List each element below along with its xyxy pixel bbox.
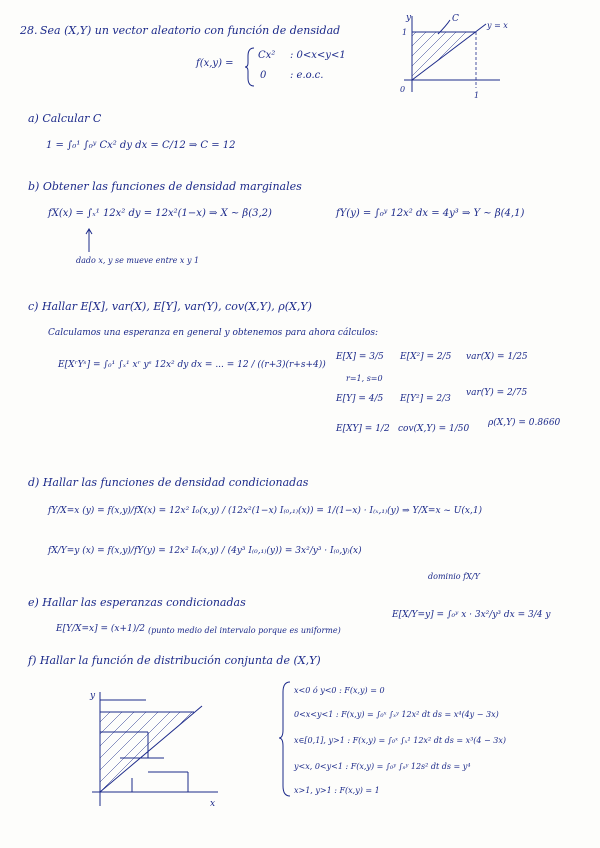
- part-b-fy: fY(y) = ∫₀ʸ 12x² dx = 4y³ ⇒ Y ~ β(4,1): [336, 208, 525, 219]
- part-c-heading: c) Hallar E[X], var(X), E[Y], var(Y), cov(X,Y), ρ(X,Y): [28, 300, 312, 313]
- part-c-general: E[XʳYˢ] = ∫₀¹ ∫ₓ¹ xʳ yˢ 12x² dy dx = ... = 12 / ((r+3)(r+s+4)): [58, 360, 326, 370]
- fig-c-label: C: [452, 14, 459, 24]
- part-a-equation: 1 = ∫₀¹ ∫₀ʸ Cx² dy dx = C/12 ⇒ C = 12: [46, 140, 236, 151]
- density-case1-expr: Cx²: [258, 50, 276, 61]
- distribution-hatching: [84, 686, 218, 798]
- part-b-heading: b) Obtener las funciones de densidad marginales: [28, 180, 302, 193]
- density-case2-expr: 0: [260, 70, 267, 81]
- density-case2-cond: : e.o.c.: [290, 70, 324, 81]
- part-d-line2: fX/Y=y (x) = f(x,y)/fY(y) = 12x² I₀(x,y) / (4y³ I₍₀,₁₎(y)) = 3x²/y³ · I₍₀,y₎(x): [48, 546, 362, 556]
- part-f-case3: x∈[0,1], y>1 : F(x,y) = ∫₀ˣ ∫ₓ¹ 12x² dt ds = x³(4 − 3x): [294, 736, 507, 745]
- part-e-note: (punto medio del intervalo porque es uniforme): [148, 626, 341, 635]
- part-b-note: dado x, y se mueve entre x y 1: [76, 256, 200, 265]
- part-c-vary: var(Y) = 2/75: [466, 388, 528, 398]
- part-e-heading: e) Hallar las esperanzas condicionadas: [28, 596, 246, 609]
- part-a-heading: a) Calcular C: [28, 112, 102, 125]
- part-c-ex: E[X] = 3/5: [336, 352, 384, 362]
- part-d-heading: d) Hallar las funciones de densidad condicionadas: [28, 476, 309, 489]
- fig2-y-label: y: [90, 691, 96, 701]
- part-f-case2: 0<x<y<1 : F(x,y) = ∫₀ˣ ∫ₓʸ 12x² dt ds = x⁴(4y − 3x): [294, 710, 499, 719]
- part-c-exy: E[XY] = 1/2: [336, 424, 390, 434]
- part-c-varx: var(X) = 1/25: [466, 352, 528, 362]
- cases-brace: [278, 680, 292, 798]
- part-e-line1: E[Y/X=x] = (x+1)/2: [56, 624, 145, 634]
- part-c-rho: ρ(X,Y) = 0.8660: [488, 418, 561, 428]
- part-c-cov: cov(X,Y) = 1/50: [398, 424, 470, 434]
- part-c-ex2: E[X²] = 2/5: [400, 352, 452, 362]
- fig-one-y: 1: [402, 28, 408, 37]
- part-f-case4: y<x, 0<y<1 : F(x,y) = ∫₀ʸ ∫ₛʸ 12s² dt ds = y⁴: [294, 762, 471, 771]
- part-c-intro: Calculamos una esperanza en general y obtenemos para ahora cálculos:: [48, 328, 378, 338]
- fig-origin: 0: [400, 85, 406, 94]
- fig-one-x: 1: [474, 91, 480, 100]
- part-c-ey: E[Y] = 4/5: [336, 394, 384, 404]
- part-e-domain-note: dominio fX/Y: [428, 572, 480, 581]
- distribution-figure: [84, 686, 224, 814]
- support-figure: [390, 8, 520, 100]
- part-e-line2: E[X/Y=y] = ∫₀ʸ x · 3x²/y³ dx = 3/4 y: [392, 610, 551, 620]
- problem-statement: Sea (X,Y) un vector aleatorio con función de densidad: [40, 24, 341, 37]
- fig-line-label: y = x: [487, 21, 508, 30]
- density-brace: [244, 46, 256, 88]
- fig2-x-label: x: [210, 799, 216, 809]
- part-f-case1: x<0 ó y<0 : F(x,y) = 0: [294, 686, 385, 695]
- fig-y-label: y: [406, 13, 412, 23]
- density-case1-cond: : 0<x<y<1: [290, 50, 346, 61]
- note-arrow: [84, 228, 94, 254]
- part-b-fx: fX(x) = ∫ₓ¹ 12x² dy = 12x²(1−x) ⇒ X ~ β(3,2): [48, 208, 272, 219]
- part-f-heading: f) Hallar la función de distribución conjunta de (X,Y): [28, 654, 321, 667]
- density-lhs: f(x,y) =: [196, 58, 234, 69]
- part-c-rs-note: r=1, s=0: [346, 374, 383, 383]
- problem-number: 28.: [20, 24, 38, 37]
- part-d-line1: fY/X=x (y) = f(x,y)/fX(x) = 12x² I₀(x,y) / (12x²(1−x) I₍₀,₁₎(x)) = 1/(1−x) · I₍ₓ,₁₎(y) ⇒ Y/X=x ~ U(x,1): [48, 506, 483, 516]
- part-c-ey2: E[Y²] = 2/3: [400, 394, 451, 404]
- part-f-case5: x>1, y>1 : F(x,y) = 1: [294, 786, 380, 795]
